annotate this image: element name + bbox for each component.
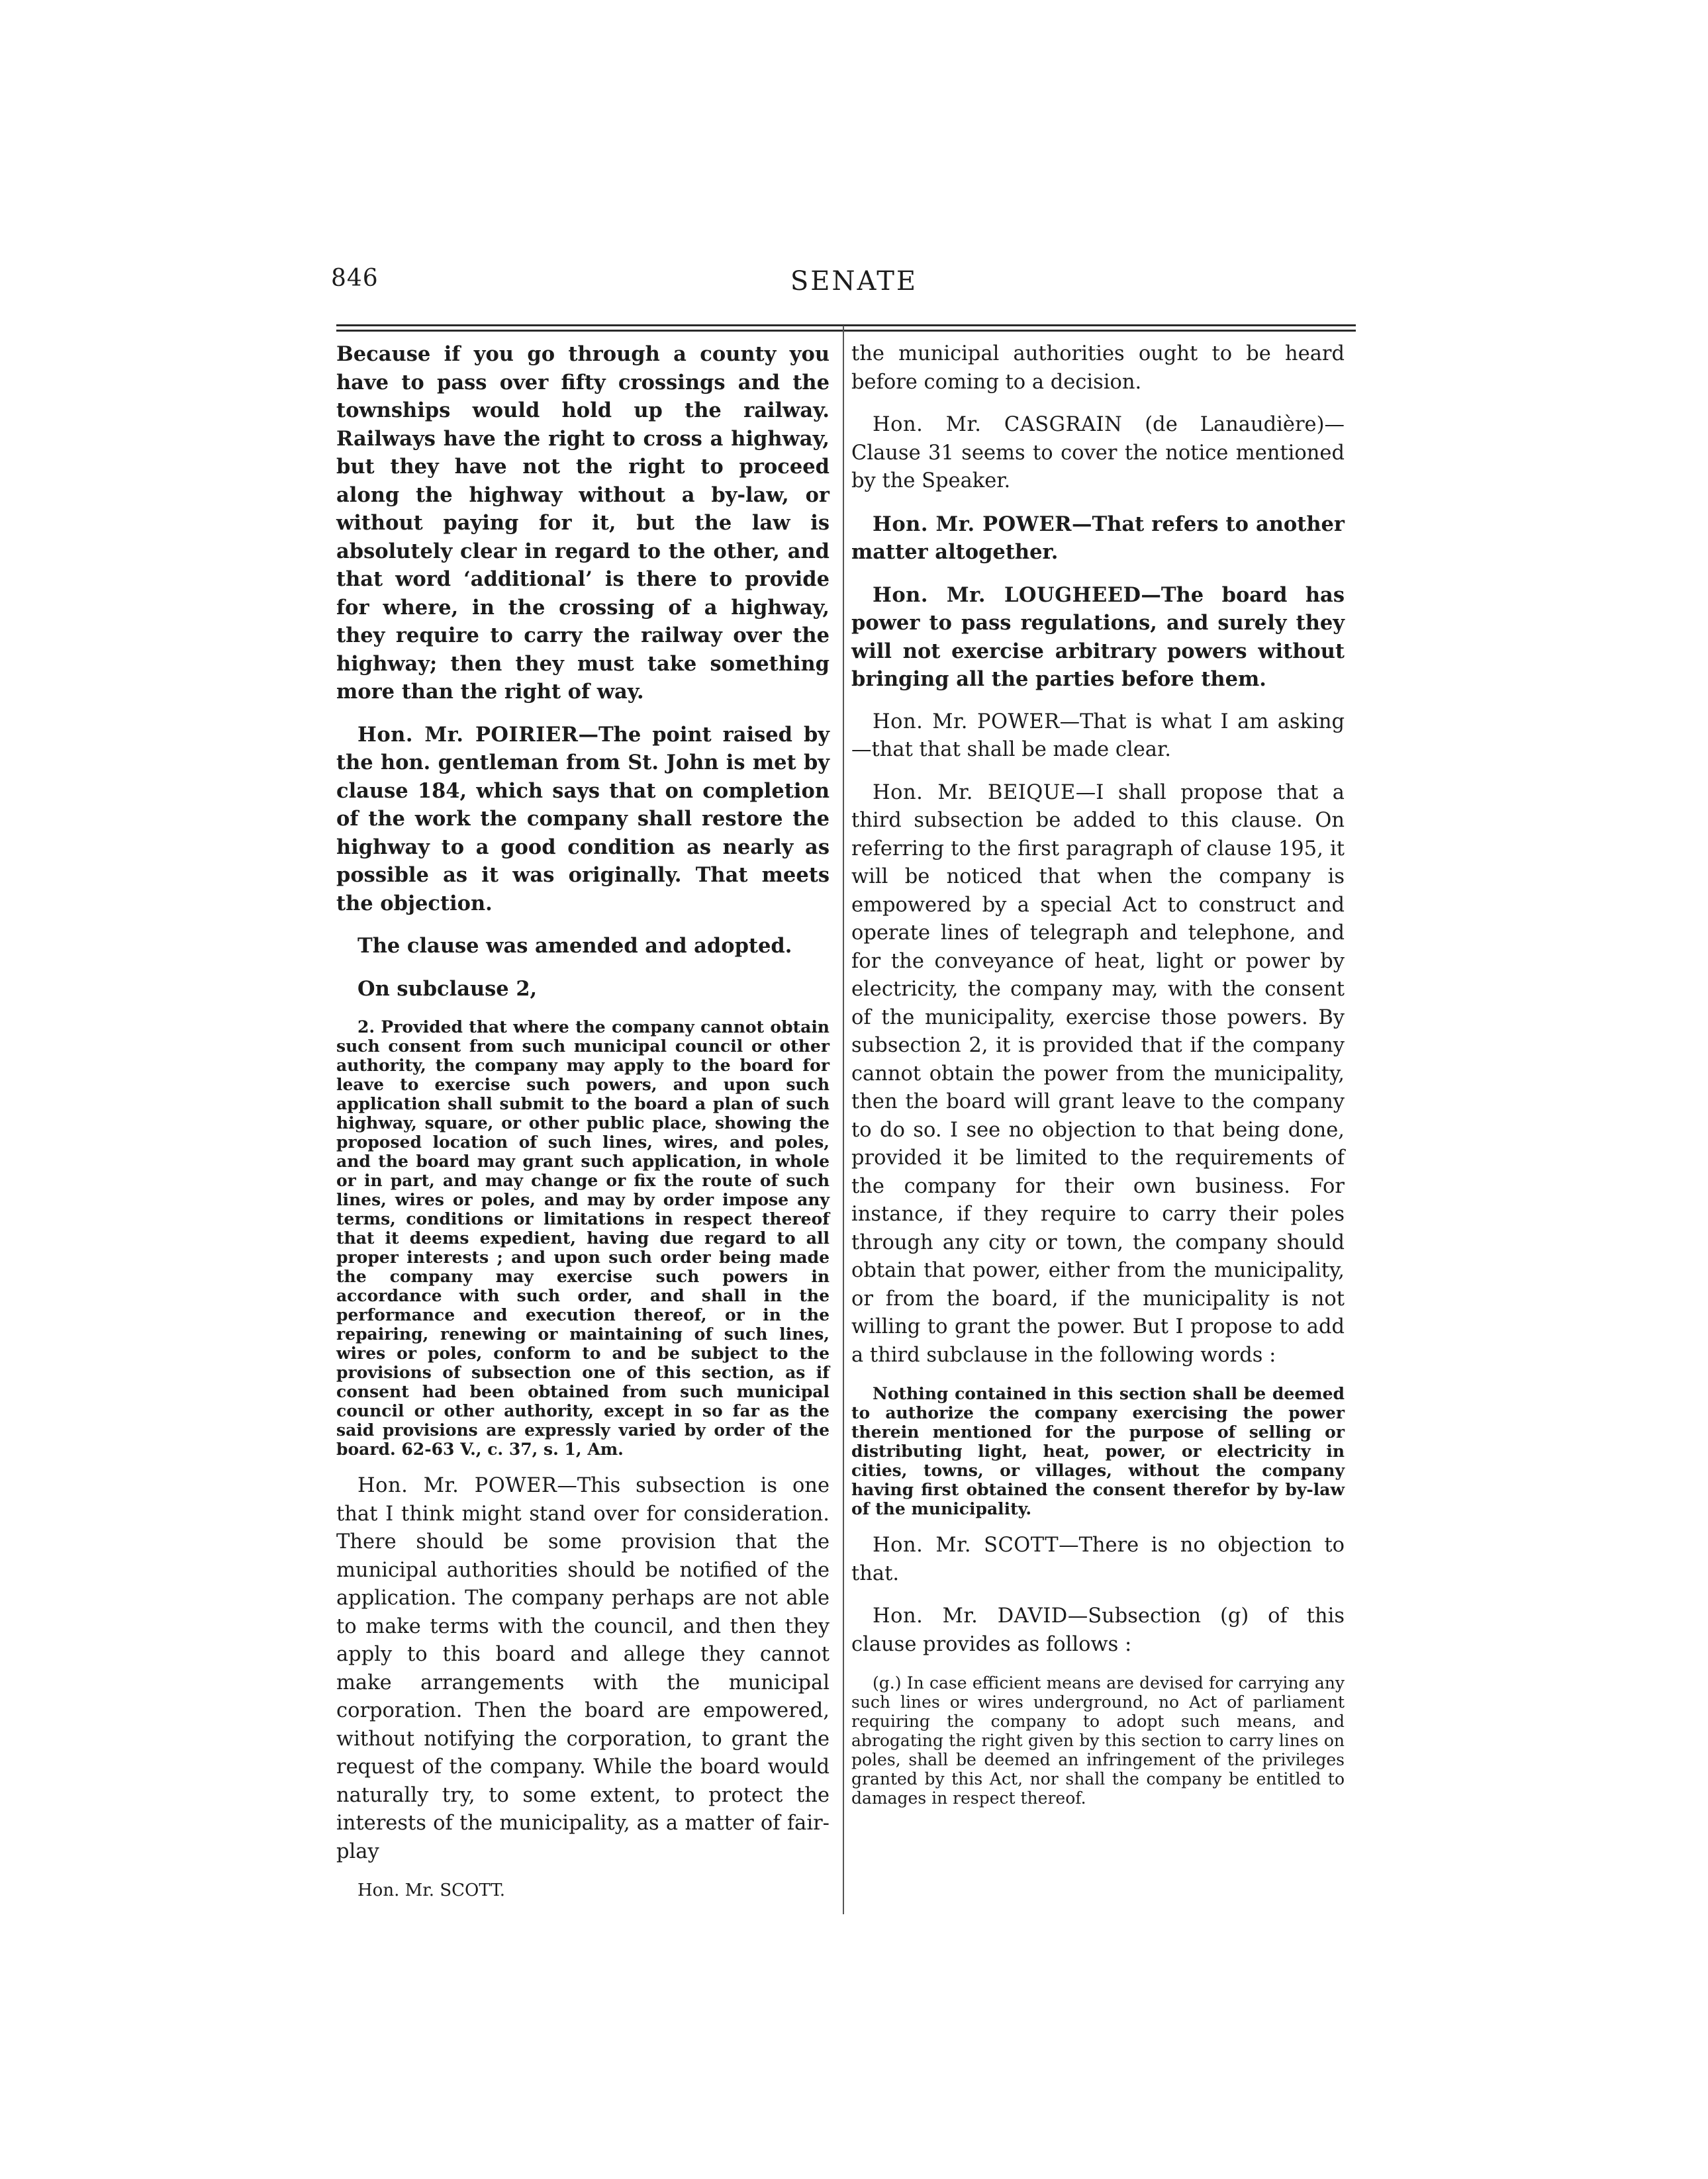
paragraph: Because if you go through a county you have to pass over fifty crossings and the townships would hold up the railway. Railways have the right to cross a highway, but they have not the right to proceed along the highway without a by-law, or without paying for it, but the law is absolutely clear in regard to the other, and that word ‘additional’ is there to provide for where, in the crossing of a highway, they require to carry the railway over the highway; then they must take something more than the right of way.: [336, 342, 830, 704]
speaker-name: Hon. Mr. POIRIER: [357, 722, 579, 747]
speech-paragraph: [851, 411, 1345, 496]
speech-text: —That is what I am asking—that that shall be made clear.: [851, 710, 1345, 761]
speaker-name: Hon. Mr. SCOTT: [873, 1534, 1059, 1557]
speaker-name: Hon. Mr. POWER: [357, 1474, 557, 1497]
quoted-amendment: Nothing contained in this section shall be deemed to authorize the company exercising the power therein mentioned for the purpose of selling or distributing light, heat, power, or electricity in cities, towns, or villages, without the company having first obtained the consent therefor by by-law of the municipality.: [851, 1384, 1345, 1518]
speaker-name: Hon. Mr. POWER: [873, 710, 1060, 733]
column-divider: [843, 326, 844, 1914]
running-head: SENATE: [790, 266, 918, 297]
paragraph: the municipal authorities ought to be heard before coming to a decision.: [851, 342, 1345, 394]
speech-paragraph: [336, 721, 830, 918]
header-rule-bottom: [336, 330, 1356, 332]
speech-paragraph: [851, 1532, 1345, 1588]
speech-paragraph: [851, 708, 1345, 765]
quoted-subclause: 2. Provided that where the company cannot obtain such consent from such municipal council or other authority, the company may apply to the board for leave to exercise such powers, and upon such application shall submit to the board a plan of such highway, square, or other public place, showing the proposed location of such lines, wires, and poles, and the board may grant such application, in whole or in part, and may change or fix the route of such lines, wires or poles, and may by order impose any terms, conditions or limitations in respect thereof that it deems expedient, having due regard to all proper interests ; and upon such order being made the company may exercise such powers in accordance with such order, and shall in the performance and execution thereof, or in the repairing, renewing or maintaining of such lines, wires or poles, conform to and be subject to the provisions of subsection one of this section, as if consent had been obtained from such municipal council or other authority, except in so far as the said provisions are expressly varied by order of the board. 62-63 V., c. 37, s. 1, Am.: [336, 1017, 830, 1459]
speaker-name: Hon. Mr. DAVID: [873, 1604, 1068, 1628]
speech-paragraph: [851, 779, 1345, 1370]
speech-text: —That refers to another matter altogether.: [851, 512, 1345, 564]
speech-text: —The point raised by the hon. gentleman from St. John is met by clause 184, which says that on completion of the work the company shall restore the highway to a good condition as nearly as possible as it was originally. That meets the objection.: [336, 722, 830, 915]
speech-text: —There is no objection to that.: [851, 1534, 1345, 1585]
quoted-subsection: (g.) In case efficient means are devised for carrying any such lines or wires underground, no Act of parliament requiring the company to adopt such means, and abrogating the right given by this section to carry lines on poles, shall be deemed an infringement of the privileges granted by this Act, nor shall the company be entitled to damages in respect thereof.: [851, 1673, 1345, 1808]
speech-text: —This subsection is one that I think might stand over for consideration. There should be some provision that the municipal authorities should be notified of the application. The company perhaps are not able to make terms with the council, and then they apply to this board and allege they cannot make arrangements with the municipal corporation. Then the board are empowered, without notifying the corporation, to grant the request of the company. While the board would naturally try, to some extent, to protect the interests of the municipality, as a matter of fair-play: [336, 1474, 830, 1863]
speech-paragraph: [851, 510, 1345, 567]
speech-text: (de Lanaudière)—Clause 31 seems to cover the notice mentioned by the Speaker.: [851, 413, 1345, 492]
speech-paragraph: [851, 581, 1345, 694]
speech-paragraph: [336, 1472, 830, 1866]
procedural-note: The clause was amended and adopted.: [357, 934, 792, 958]
left-column: [336, 340, 830, 1905]
speech-text: —The board has power to pass regulations, and surely they will not exercise arbitrary powers without bringing all the parties before them.: [851, 582, 1345, 691]
speaker-name: Hon. Mr. BEIQUE: [873, 780, 1076, 804]
speech-text: —I shall propose that a third subsection be added to this clause. On referring to the first paragraph of clause 195, it will be noticed that when the company is empowered by a special Act to construct and operate lines of telegraph and telephone, and for the conveyance of heat, light or power by electricity, the company may, with the consent of the municipality, exercise those powers. By subsection 2, it is provided that if the company cannot obtain the power from the municipality, then the board will grant leave to the company to do so. I see no objection to that being done, provided it be limited to the requirements of the company for their own business. For instance, if they require to carry their poles through any city or town, the company should obtain that power, either from the municipality, or from the board, if the municipality is not willing to grant the power. But I propose to add a third subclause in the following words :: [851, 780, 1345, 1367]
page-number: 846: [331, 265, 379, 292]
speaker-name: Hon. Mr. CASGRAIN: [873, 413, 1123, 436]
right-column: [851, 340, 1345, 1821]
procedural-note: On subclause 2,: [357, 976, 538, 1001]
speech-text: —Subsection (g) of this clause provides as follows :: [851, 1604, 1345, 1656]
header-rule-top: [336, 324, 1356, 326]
speaker-name: Hon. Mr. POWER: [873, 512, 1072, 536]
speaker-name: Hon. Mr. LOUGHEED: [873, 582, 1141, 607]
speech-paragraph: [851, 1602, 1345, 1659]
trailing-speaker: Hon. Mr. SCOTT.: [357, 1880, 505, 1900]
